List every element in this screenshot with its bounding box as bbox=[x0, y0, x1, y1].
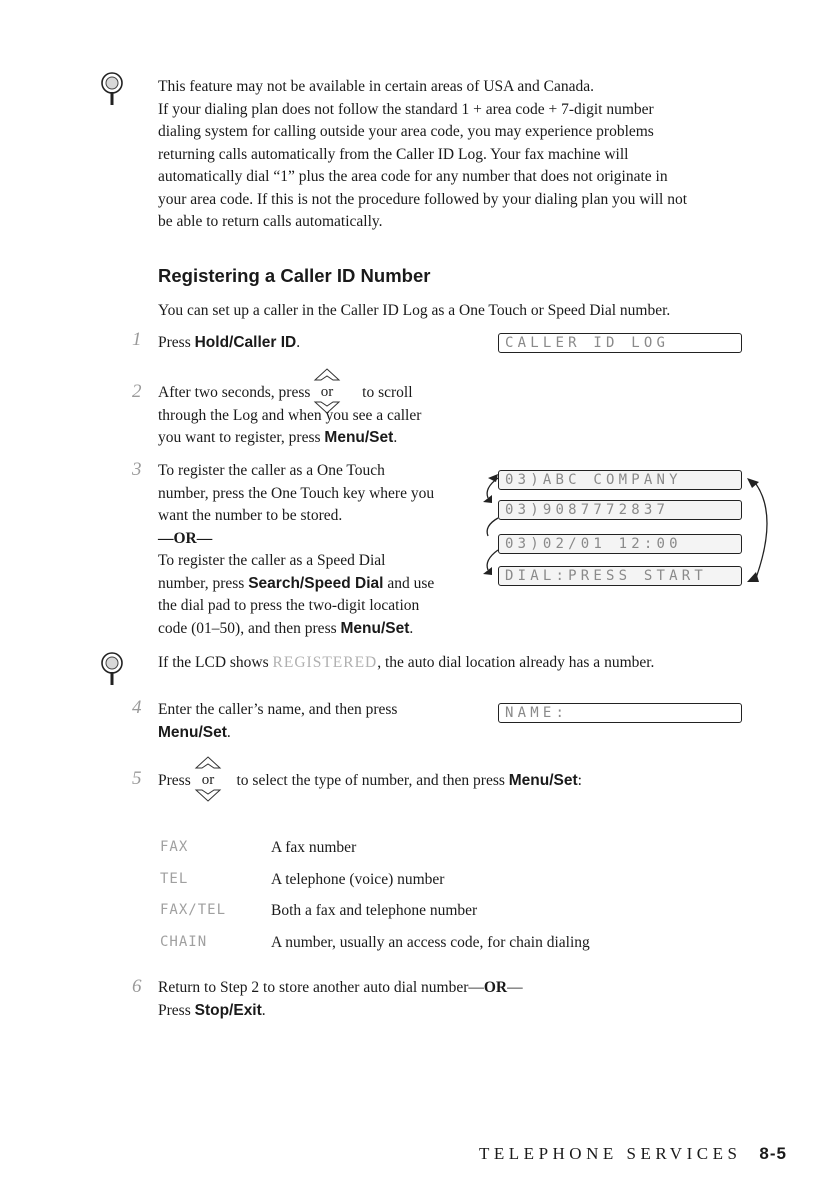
step-number: 5 bbox=[132, 768, 142, 789]
step-number: 3 bbox=[132, 459, 142, 480]
step-text: to select the type of number, and then press bbox=[232, 772, 509, 789]
step-3-text bbox=[158, 460, 434, 640]
note-line: your area code. If this is not the procedure followed by your dialing plan you will not bbox=[158, 190, 688, 208]
step-or: —OR— bbox=[158, 529, 213, 547]
lcd-name: NAME: bbox=[498, 703, 742, 723]
step-text: . bbox=[226, 723, 231, 741]
step-text: code (01–50), and then press bbox=[158, 619, 341, 637]
key-hold-caller-id: Hold/Caller ID bbox=[194, 334, 297, 351]
key-menu-set: Menu/Set bbox=[158, 723, 227, 741]
step-2-line1 bbox=[158, 382, 413, 405]
note-line: If your dialing plan does not follow the standard 1 + area code + 7-digit number bbox=[158, 100, 654, 118]
lcd-company: 03)ABC COMPANY bbox=[498, 470, 742, 490]
key-menu-set: Menu/Set bbox=[508, 772, 578, 789]
step-number: 1 bbox=[132, 329, 142, 350]
type-code-fax-tel: FAX/TEL bbox=[160, 902, 227, 918]
step-or: OR bbox=[483, 979, 508, 996]
lcd-caller-id-log: CALLER ID LOG bbox=[498, 333, 742, 353]
key-menu-set: Menu/Set bbox=[324, 429, 394, 446]
note-text: If the LCD shows bbox=[158, 654, 273, 671]
step-text: . bbox=[296, 334, 301, 351]
note-registered bbox=[158, 652, 654, 675]
step-text: . bbox=[261, 1001, 266, 1019]
step-text: . bbox=[393, 429, 398, 446]
step-number: 6 bbox=[132, 976, 142, 997]
step-text: Press bbox=[158, 334, 195, 351]
step-text: number, press the One Touch key where you bbox=[158, 484, 435, 502]
nav-key-label: or bbox=[320, 384, 334, 400]
step-number: 2 bbox=[132, 381, 142, 402]
step-1-text bbox=[158, 332, 300, 355]
lcd-registered-code: REGISTERED bbox=[272, 654, 378, 671]
step-4-text bbox=[158, 699, 397, 744]
step-number: 4 bbox=[132, 697, 142, 718]
step-text: want the number to be stored. bbox=[158, 507, 343, 524]
type-code-tel: TEL bbox=[160, 871, 189, 887]
up-down-arrow-key-icon bbox=[190, 753, 226, 805]
lcd-datetime: 03)02/01 12:00 bbox=[498, 534, 742, 554]
note-line: be able to return calls automatically. bbox=[158, 213, 383, 230]
key-stop-exit: Stop/Exit bbox=[194, 1001, 262, 1019]
step-text: — bbox=[507, 979, 523, 996]
section-heading: Registering a Caller ID Number bbox=[158, 265, 431, 286]
step-text: you want to register, press bbox=[158, 429, 325, 446]
intro-text: You can set up a caller in the Caller ID Log as a One Touch or Speed Dial number. bbox=[158, 302, 671, 319]
step-text: After two seconds, press bbox=[158, 384, 315, 401]
step-text: and use bbox=[383, 574, 435, 592]
step-text: : bbox=[577, 772, 582, 789]
page-footer bbox=[479, 1144, 787, 1164]
step-text: To register the caller as a One Touch bbox=[158, 462, 385, 479]
note-line: This feature may not be available in certain areas of USA and Canada. bbox=[158, 78, 594, 95]
page-number: 8-5 bbox=[759, 1144, 787, 1163]
step-text: number, press bbox=[158, 574, 249, 592]
note-feature-availability bbox=[158, 76, 687, 234]
type-desc-tel: A telephone (voice) number bbox=[271, 871, 445, 888]
type-desc-chain: A number, usually an access code, for chain dialing bbox=[271, 934, 590, 951]
nav-key-label: or bbox=[201, 772, 215, 788]
step-text: . bbox=[409, 619, 414, 637]
type-desc-fax: A fax number bbox=[271, 839, 357, 856]
lcd-number: 03)9087772837 bbox=[498, 500, 742, 520]
note-line: dialing system for calling outside your area code, you may experience problems bbox=[158, 123, 654, 140]
step-text: to scroll bbox=[362, 384, 413, 401]
step-text: Enter the caller’s name, and then press bbox=[158, 701, 398, 718]
step-text: the dial pad to press the two-digit location bbox=[158, 597, 420, 614]
step-2-line3 bbox=[158, 427, 397, 450]
type-code-chain: CHAIN bbox=[160, 934, 208, 950]
step-text: Press bbox=[158, 772, 195, 789]
type-desc-fax-tel: Both a fax and telephone number bbox=[271, 902, 478, 919]
step-6-text bbox=[158, 977, 523, 1022]
type-code-fax: FAX bbox=[160, 839, 189, 855]
note-pin-icon bbox=[100, 652, 124, 686]
note-pin-icon bbox=[100, 72, 124, 106]
step-text: Return to Step 2 to store another auto dial number— bbox=[158, 979, 484, 996]
footer-section: TELEPHONE SERVICES bbox=[479, 1144, 742, 1163]
step-text: Press bbox=[158, 1001, 195, 1019]
key-search-speed-dial: Search/Speed Dial bbox=[248, 574, 384, 592]
key-menu-set: Menu/Set bbox=[340, 619, 410, 637]
note-text: , the auto dial location already has a number. bbox=[377, 654, 655, 671]
note-line: returning calls automatically from the Caller ID Log. Your fax machine will bbox=[158, 145, 629, 163]
step-2-line2: through the Log and when you see a caller bbox=[158, 407, 422, 424]
lcd-dial-press-start: DIAL:PRESS START bbox=[498, 566, 742, 586]
note-line: automatically dial “1” plus the area code for any number that does not originate in bbox=[158, 168, 668, 185]
step-text: To register the caller as a Speed Dial bbox=[158, 552, 386, 569]
